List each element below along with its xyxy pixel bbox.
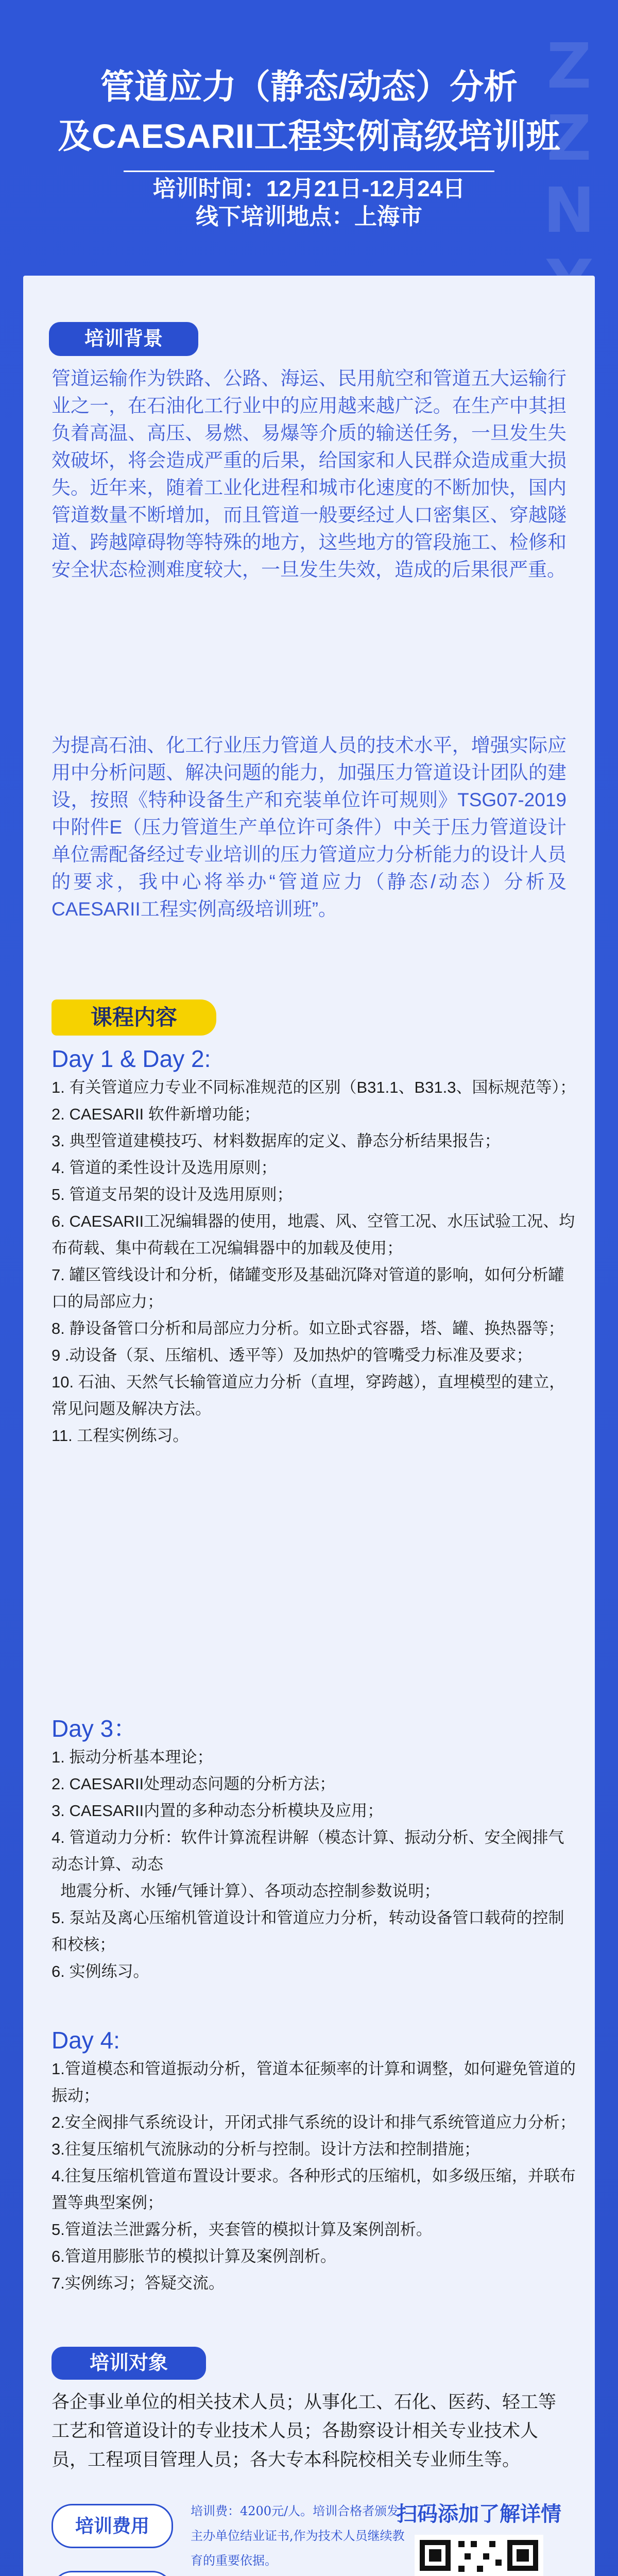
course-item: 7.实例练习；答疑交流。	[52, 2274, 225, 2292]
training-info	[0, 167, 618, 231]
background-paragraph-1: 管道运输作为铁路、公路、海运、民用航空和管道五大运输行业之一，在石油化工行业中的应用越来越广泛。在生产中其担负着高温、高压、易燃、易爆等介质的输送任务，一旦发生失效破坏，将会造成严重的后果，给国家和人民群众造成重大损失。近年来，随着工业化进程和城市化速度的不断加快，国内管道数量不断增加，而且管道一般要经过人口密集区、穿越隧道、跨越障碍物等特殊的地方，这些地方的管段施工、检修和安全状态检测难度较大，一旦发生失效，造成的后果很严重。	[52, 368, 566, 580]
background-label	[49, 322, 198, 356]
course-item: 9 .动设备（泵、压缩机、透平等）及加热炉的管嘴受力标准及要求；	[52, 1346, 533, 1364]
page-header	[0, 0, 618, 268]
course-item: 6. 实例练习。	[52, 1962, 149, 1980]
course-item: 3. 典型管道建模技巧、材料数据库的定义、静态分析结果报告；	[52, 1132, 501, 1150]
course-day-3	[52, 1713, 577, 1985]
course-item: 5. 泵站及离心压缩机管道设计和管道应力分析，转动设备管口载荷的控制和校核；	[52, 1909, 564, 1954]
fee-label	[52, 2504, 173, 2548]
background-watermark: Z Z N	[543, 31, 595, 247]
course-item: 1. 有关管道应力专业不同标准规范的区别（B31.1、B31.3、国标规范等）；	[52, 1078, 576, 1096]
training-location: 线下培训地点：上海市	[196, 204, 422, 229]
course-day-1-2	[52, 1043, 577, 1449]
course-item: 7. 罐区管线设计和分析，储罐变形及基础沉降对管道的影响，如何分析罐口的局部应力；	[52, 1266, 564, 1311]
course-item: 5. 管道支吊架的设计及选用原则；	[52, 1185, 293, 1204]
contact-label	[52, 2571, 173, 2576]
course-item: 2. CAESARII处理动态问题的分析方法；	[52, 1775, 336, 1793]
qr-code-graphic	[415, 2535, 543, 2576]
fee-label-text: 培训费用	[75, 2515, 149, 2537]
course-item: 6. CAESARII工况编辑器的使用，地震、风、空管工况、水压试验工况、均布荷载、集中荷载在工况编辑器中的加载及使用；	[52, 1212, 575, 1257]
course-item: 2.安全阀排气系统设计，开闭式排气系统的设计和排气系统管道应力分析；	[52, 2113, 576, 2131]
qr-code[interactable]	[415, 2535, 543, 2576]
day-title: Day 4:	[52, 2027, 120, 2054]
divider	[124, 171, 494, 172]
course-item: 4. 管道的柔性设计及选用原则；	[52, 1159, 277, 1177]
course-item: 4.往复压缩机管道布置设计要求。各种形式的压缩机，如多级压缩，并联布置等典型案例；	[52, 2167, 576, 2212]
course-item: 3. CAESARII内置的多种动态分析模块及应用；	[52, 1802, 384, 1820]
title-line-2: 及CAESARII工程实例高级培训班	[58, 117, 560, 155]
course-item: 1. 振动分析基本理论；	[52, 1748, 213, 1766]
day-title: Day 3：	[52, 1715, 138, 1742]
target-label	[52, 2347, 206, 2380]
page-title	[0, 62, 618, 161]
background-paragraph-2: 为提高石油、化工行业压力管道人员的技术水平，增强实际应用中分析问题、解决问题的能力，加强压力管道设计团队的建设，按照《特种设备生产和充装单位许可规则》TSG07-2019中附件E（压力管道生产单位许可条件）中关于压力管道设计单位需配备经过专业培训的压力管道应力分析能力的设计人员的要求，我中心将举办“管道应力（静态/动态）分析及CAESARII工程实例高级培训班”。	[52, 735, 566, 920]
target-text: 各企事业单位的相关技术人员；从事化工、石化、医药、轻工等工艺和管道设计的专业技术人员；各勘察设计相关专业技术人员，工程项目管理人员；各大专本科院校相关专业师生等。	[52, 2392, 557, 2470]
course-item: 地震分析、水锤/气锤计算）、各项动态控制参数说明；	[52, 1882, 440, 1900]
course-item: 3.往复压缩机气流脉动的分析与控制。设计方法和控制措施；	[52, 2140, 480, 2158]
day-title: Day 1 & Day 2:	[52, 1045, 211, 1072]
scan-caption: 扫码添加了解详情	[397, 2502, 561, 2526]
background-label-text: 培训背景	[84, 328, 163, 350]
course-item: 8. 静设备管口分析和局部应力分析。如立卧式容器，塔、罐、换热器等；	[52, 1319, 564, 1337]
course-item: 1.管道模态和管道振动分析，管道本征频率的计算和调整，如何避免管道的振动；	[52, 2060, 576, 2105]
course-item: 10. 石油、天然气长输管道应力分析（直埋，穿跨越），直埋模型的建立， 常见问题及解决方法。	[52, 1373, 565, 1418]
course-item: 4. 管道动力分析：软件计算流程讲解（模态计算、振动分析、安全阀排气动态计算、动态	[52, 1828, 564, 1873]
course-item: 5.管道法兰泄露分析，夹套管的模拟计算及案例剖析。	[52, 2221, 432, 2239]
fee-text: 培训费：4200元/人。培训合格者颁发主办单位结业证书,作为技术人员继续教育的重要依据。	[191, 2504, 405, 2568]
target-label-text: 培训对象	[89, 2352, 168, 2374]
course-item: 11. 工程实例练习。	[52, 1427, 189, 1445]
training-time: 培训时间：12月21日-12月24日	[152, 176, 466, 201]
course-label	[52, 999, 216, 1036]
course-label-text: 课程内容	[90, 1005, 177, 1030]
course-day-4	[52, 2025, 577, 2297]
course-item: 6.管道用膨胀节的模拟计算及案例剖析。	[52, 2247, 336, 2265]
course-item: 2. CAESARII 软件新增功能；	[52, 1105, 260, 1123]
title-line-1: 管道应力（静态/动态）分析	[100, 67, 518, 106]
